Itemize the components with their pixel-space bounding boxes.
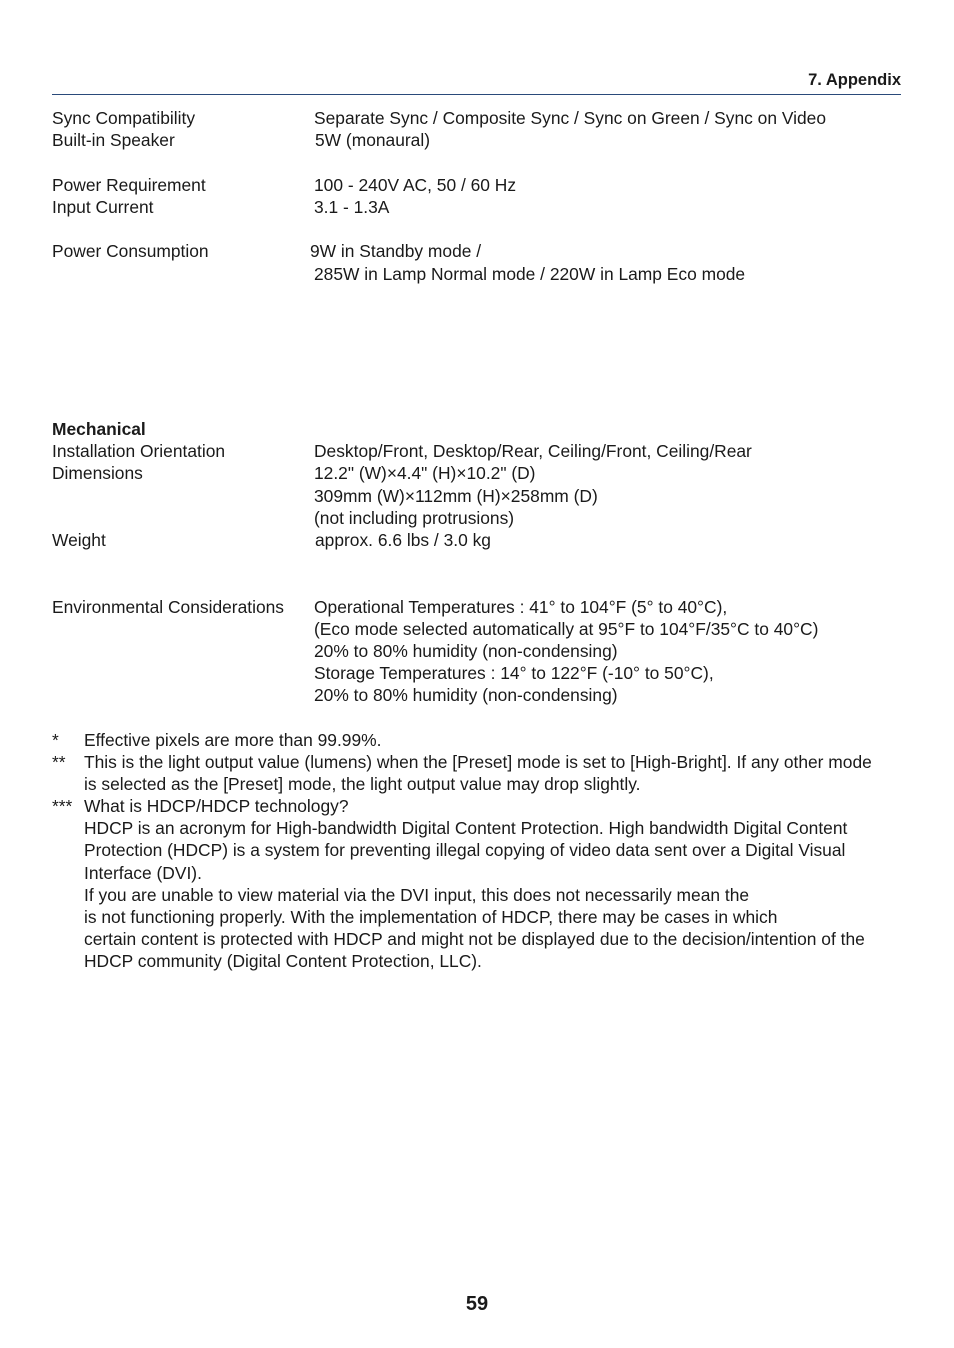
footnote-2-cont: is selected as the [Preset] mode, the light output value may drop slightly. [84, 774, 641, 794]
footnote-3-line: is not functioning properly. With the implementation of HDCP, there may be cases in which [84, 907, 778, 927]
spec-row-weight [52, 530, 912, 552]
spec-value: 5W (monaural) [315, 130, 431, 150]
spec-value: Desktop/Front, Desktop/Rear, Ceiling/Front, Ceiling/Rear [314, 441, 752, 461]
footnote-3-line: HDCP is an acronym for High-bandwidth Digital Content Protection. High bandwidth Digital Content [84, 818, 848, 838]
spec-row-speaker [52, 130, 912, 152]
footnote-3-line: If you are unable to view material via the DVI input, this does not necessarily mean the [84, 885, 750, 905]
page-number: 59 [465, 1293, 489, 1315]
spec-row-power-consumption [52, 241, 912, 263]
spec-label: Installation Orientation [52, 441, 226, 461]
spec-value: Separate Sync / Composite Sync / Sync on Green / Sync on Video [314, 108, 827, 128]
spec-row-dimensions-note [52, 508, 912, 530]
spec-value-cont: (Eco mode selected automatically at 95°F to 104°F/35°C to 40°C) [314, 619, 819, 639]
spec-value: approx. 6.6 lbs / 3.0 kg [315, 530, 491, 550]
spec-row-environment-cont [52, 641, 912, 663]
spec-label: Power Consumption [52, 241, 209, 261]
spec-label: Sync Compatibility [52, 108, 196, 128]
spec-label: Power Requirement [52, 175, 206, 195]
spec-value-cont: 285W in Lamp Normal mode / 220W in Lamp Eco mode [314, 264, 746, 284]
spec-value: 3.1 - 1.3A [314, 197, 390, 217]
footnote-3-line: certain content is protected with HDCP and might not be displayed due to the decision/intention of the [84, 929, 865, 949]
footnote-text: What is HDCP/HDCP technology? [84, 796, 349, 816]
spec-value: 100 - 240V AC, 50 / 60 Hz [314, 175, 517, 195]
spec-row-dimensions-mm [52, 486, 912, 508]
spec-value-cont: Storage Temperatures : 14° to 122°F (-10° to 50°C), [314, 663, 714, 683]
spec-value-cont: 20% to 80% humidity (non-condensing) [314, 641, 618, 661]
spec-value: 12.2" (W)×4.4" (H)×10.2" (D) [314, 463, 536, 483]
footnote-3-line: HDCP community (Digital Content Protection, LLC). [84, 951, 482, 971]
spec-value-cont: (not including protrusions) [314, 508, 515, 528]
spec-row-dimensions [52, 463, 912, 485]
section-title: 7. Appendix [808, 71, 901, 89]
spec-label: Built-in Speaker [52, 130, 175, 150]
spec-row-environment-cont [52, 685, 912, 707]
spec-row-environment [52, 597, 912, 619]
spec-row-sync [52, 108, 912, 130]
footnote-3-line: Interface (DVI). [84, 863, 202, 883]
footnote-marker: *** [52, 796, 73, 816]
spec-row-power-requirement [52, 175, 912, 197]
spec-value-cont: 20% to 80% humidity (non-condensing) [314, 685, 618, 705]
spec-row-input-current [52, 197, 912, 219]
spec-row-environment-cont [52, 619, 912, 641]
footnote-text: Effective pixels are more than 99.99%. [84, 730, 382, 750]
footnote-3-line: Protection (HDCP) is a system for preventing illegal copying of video data sent over a Digital Visual [84, 840, 846, 860]
header-divider [52, 94, 901, 95]
spec-label: Weight [52, 530, 106, 550]
spec-label: Dimensions [52, 463, 143, 483]
spec-value: Operational Temperatures : 41° to 104°F (5° to 40°C), [314, 597, 728, 617]
footnote-marker: ** [52, 752, 66, 772]
spec-row-environment-cont [52, 663, 912, 685]
spec-value: 9W in Standby mode / [310, 241, 482, 261]
spec-label: Environmental Considerations [52, 597, 284, 617]
mechanical-heading: Mechanical [52, 419, 146, 439]
footnote-marker: * [52, 730, 59, 750]
spec-value-cont: 309mm (W)×112mm (H)×258mm (D) [314, 486, 598, 506]
spec-row-power-consumption-cont [52, 264, 912, 286]
spec-row-installation [52, 441, 912, 463]
footnote-text: This is the light output value (lumens) when the [Preset] mode is set to [High-Bright]. If any other mode [84, 752, 872, 772]
spec-label: Input Current [52, 197, 154, 217]
